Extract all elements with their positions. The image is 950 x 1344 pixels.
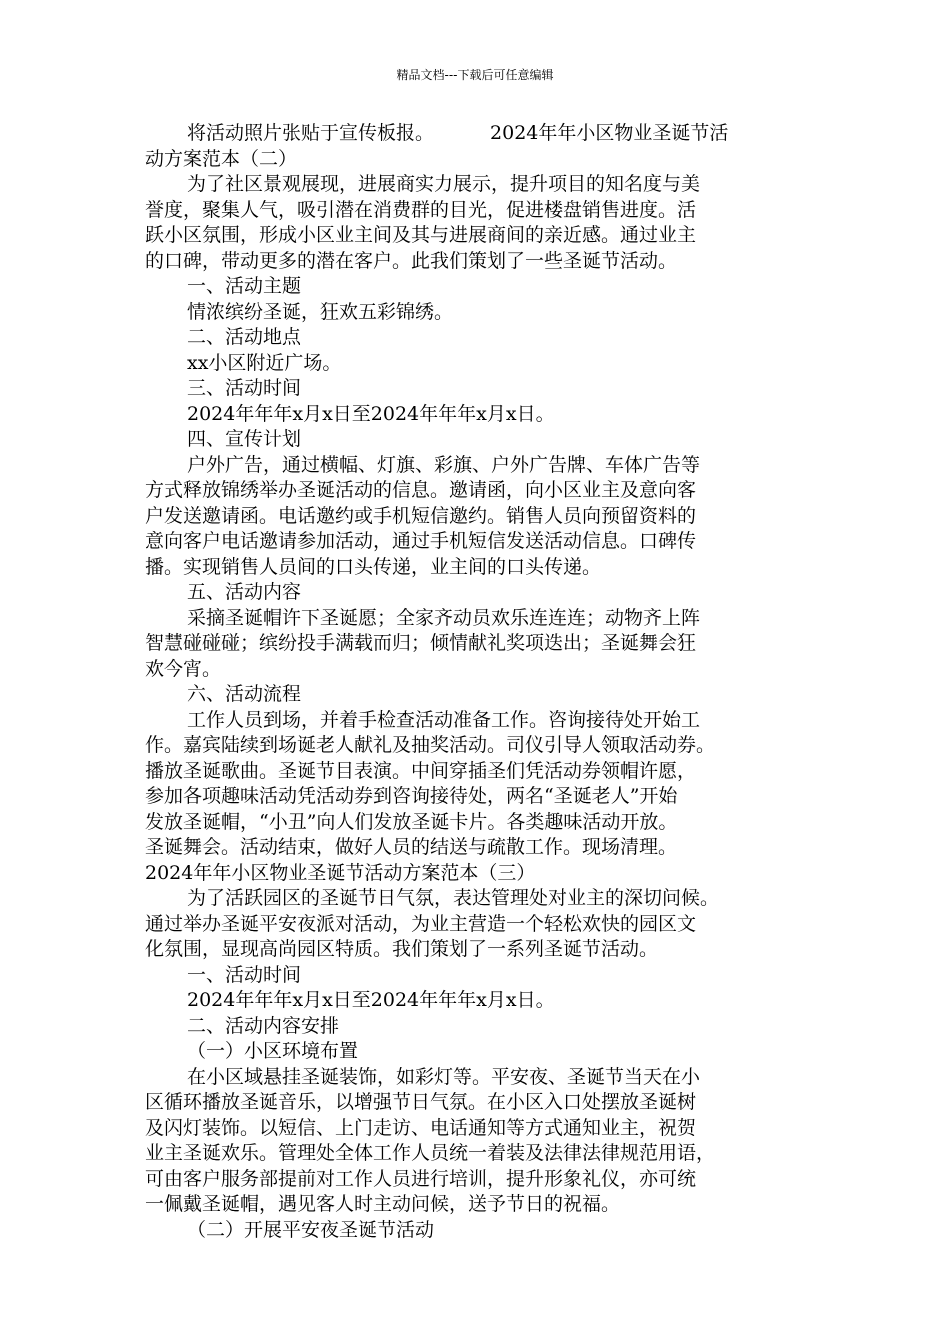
line-text: 二、活动内容安排 [187,1014,340,1037]
line-text: 2024年年小区物业圣诞节活动方案范本（三） [145,861,536,884]
text-line [145,657,805,683]
text-line [145,121,805,147]
line-text: 二、活动地点 [187,326,302,348]
line-text: 动方案范本（二） [145,147,298,170]
line-text: 通过举办圣诞平安夜派对活动，为业主营造一个轻松欢快的园区文 [145,912,697,935]
line-text: 播。实现销售人员间的口头传递，业主间的口头传递。 [145,555,602,578]
text-line [145,351,805,377]
line-text: 一、活动主题 [187,275,302,297]
line-text: 业主圣诞欢乐。管理处全体工作人员统一着装及法律法律规范用语， [145,1142,716,1164]
text-line [145,835,805,861]
line-text: 作。嘉宾陆续到场诞老人献礼及抽奖活动。司仪引导人领取活动券。 [145,734,716,756]
text-line [145,198,805,224]
text-line [145,274,805,300]
line-text: 户外广告，通过横幅、灯旗、彩旗、户外广告牌、车体广告等 [187,453,701,476]
text-line [145,325,805,351]
page-header: 精品文档---下载后可任意编辑 [396,68,554,82]
text-line [145,402,805,428]
text-line [145,682,805,708]
line-text: 方式释放锦绣举办圣诞活动的信息。邀请函，向小区业主及意向客 [145,479,697,501]
text-line [145,631,805,657]
text-line [145,988,805,1014]
text-line [145,529,805,555]
line-text: 誉度，聚集人气，吸引潜在消费群的目光，促进楼盘销售进度。活 [145,198,697,221]
text-line [145,223,805,249]
text-line [145,1065,805,1091]
line-text: 的口碑，带动更多的潜在客户。此我们策划了一些圣诞节活动。 [145,249,678,272]
line-text: 三、活动时间 [187,377,302,399]
text-line [145,733,805,759]
text-line [145,1116,805,1142]
text-line [145,963,805,989]
line-text: 圣诞舞会。活动结束，做好人员的结送与疏散工作。现场清理。 [145,836,678,858]
line-text: 跃小区氛围，形成小区业主间及其与进展商间的亲近感。通过业主 [145,224,697,246]
text-line [145,1141,805,1167]
text-line [145,759,805,785]
line-text: 采摘圣诞帽许下圣诞愿；全家齐动员欢乐连连连；动物齐上阵 [187,606,701,629]
line-text: 智慧碰碰碰；缤纷投手满载而归；倾情献礼奖项迭出；圣诞舞会狂 [145,632,697,654]
line-text: 一佩戴圣诞帽，遇见客人时主动问候，送予节日的祝福。 [145,1193,621,1215]
line-text: 2024年年年x月x日至2024年年年x月x日。 [187,989,555,1011]
line-text: （一）小区环境布置 [187,1040,359,1062]
line-text: 四、宣传计划 [187,428,302,450]
line-text: 欢今宵。 [145,657,222,680]
line-text: 为了社区景观展现，进展商实力展示，提升项目的知名度与美 [187,173,701,195]
text-line [145,555,805,581]
line-text: 及闪灯装饰。以短信、上门走访、电话通知等方式通知业主，祝贺 [145,1116,697,1139]
text-line [145,810,805,836]
text-line [145,504,805,530]
text-line [145,147,805,173]
text-line [145,300,805,326]
text-line [145,1218,805,1244]
line-text: 播放圣诞歌曲。圣诞节目表演。中间穿插圣们凭活动券领帽许愿， [145,759,697,782]
line-text: xx小区附近广场。 [187,351,342,374]
section-title-text: 2024年年小区物业圣诞节活 [490,122,729,144]
line-text: 意向客户电话邀请参加活动，通过手机短信发送活动信息。口碑传 [145,530,697,552]
text-line [145,784,805,810]
line-text: 参加各项趣味活动凭活动券到咨询接待处，两名“圣诞老人”开始 [145,785,678,807]
line-text: 户发送邀请函。电话邀约或手机短信邀约。销售人员向预留资料的 [145,504,697,527]
text-line [145,580,805,606]
line-text: 区循环播放圣诞音乐，以增强节日气氛。在小区入口处摆放圣诞树 [145,1091,697,1113]
line-text: 六、活动流程 [187,683,302,705]
text-line [145,912,805,938]
line-text: 化氛围，显现高尚园区特质。我们策划了一系列圣诞节活动。 [145,938,659,960]
line-text: 工作人员到场，并着手检查活动准备工作。咨询接待处开始工 [187,708,701,731]
text-line [145,937,805,963]
text-line [145,1090,805,1116]
line-text: （二）开展平安夜圣诞节活动 [187,1218,435,1241]
text-line [145,1192,805,1218]
text-line [145,478,805,504]
text-line [145,453,805,479]
line-text: 一、活动时间 [187,963,302,986]
line-text: 为了活跃园区的圣诞节日气氛，表达管理处对业主的深切问候。 [187,887,720,909]
text-line [145,1014,805,1040]
text-line [145,376,805,402]
line-text: 发放圣诞帽，“小丑”向人们发放圣诞卡片。各类趣味活动开放。 [145,810,678,833]
text-line [145,249,805,275]
text-line [145,708,805,734]
text-line [145,1039,805,1065]
text-line [145,427,805,453]
text-line [145,172,805,198]
text-line [145,886,805,912]
line-text: 五、活动内容 [187,581,302,603]
line-text: 可由客户服务部提前对工作人员进行培训，提升形象礼仪，亦可统 [145,1167,697,1190]
text-line [145,606,805,632]
line-text: 情浓缤纷圣诞，狂欢五彩锦绣。 [187,300,454,323]
line-text: 2024年年年x月x日至2024年年年x月x日。 [187,402,555,425]
line-text: 在小区域悬挂圣诞装饰，如彩灯等。平安夜、圣诞节当天在小 [187,1065,701,1088]
line-text: 将活动照片张贴于宣传板报。 [187,122,435,144]
document-body [145,121,805,1243]
text-line [145,1167,805,1193]
text-line [145,861,805,887]
